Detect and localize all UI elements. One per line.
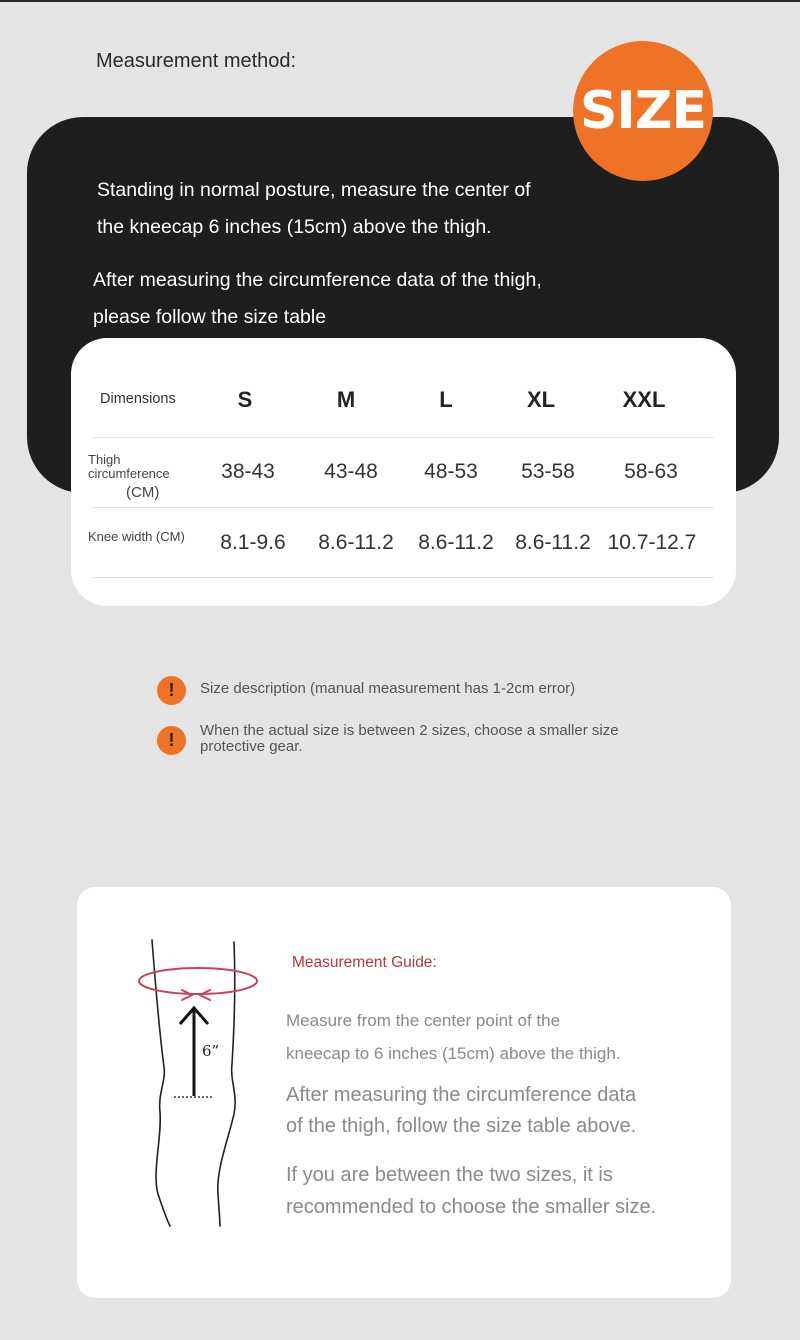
row-label-line: Knee width (CM) xyxy=(88,529,185,544)
table-cell: 58-63 xyxy=(624,460,678,483)
guide-line: If you are between the two sizes, it is xyxy=(286,1164,613,1186)
size-badge: SIZE xyxy=(573,41,713,181)
row-label-line: circumference xyxy=(88,466,170,481)
table-cell: 38-43 xyxy=(221,460,275,483)
exclamation-icon: ! xyxy=(157,726,186,755)
guide-paragraph-3 xyxy=(286,1159,656,1223)
instruction-line: the kneecap 6 inches (15cm) above the thigh. xyxy=(97,216,492,238)
guide-line: After measuring the circumference data xyxy=(286,1084,637,1106)
diagram-label: 6” xyxy=(202,1042,220,1060)
size-header-l: L xyxy=(439,387,453,412)
table-cell: 48-53 xyxy=(424,460,478,483)
table-cell: 8.6-11.2 xyxy=(515,531,591,554)
knee-measurement-diagram xyxy=(130,932,270,1232)
table-cell: 10.7-12.7 xyxy=(607,531,697,554)
table-cell: 43-48 xyxy=(324,460,378,483)
instruction-line: After measuring the circumference data of the thigh, xyxy=(93,269,542,291)
page-title: Measurement method: xyxy=(96,50,297,72)
guide-line: of the thigh, follow the size table above. xyxy=(286,1115,637,1137)
size-header-xxl: XXL xyxy=(622,387,666,412)
note-line: protective gear. xyxy=(200,738,303,755)
top-border xyxy=(0,0,800,2)
table-cell: 53-58 xyxy=(521,460,575,483)
table-cell: 8.6-11.2 xyxy=(318,531,394,554)
guide-line: kneecap to 6 inches (15cm) above the thigh. xyxy=(286,1044,621,1063)
note-line: Size description (manual measurement has 1-2cm error) xyxy=(200,680,576,697)
size-header-m: M xyxy=(336,387,356,412)
table-cell: 8.6-11.2 xyxy=(418,531,494,554)
table-divider xyxy=(93,577,714,578)
row-label-line: (CM) xyxy=(126,484,160,501)
instruction-line: Standing in normal posture, measure the center of xyxy=(97,179,531,201)
row-label-thigh xyxy=(88,453,170,500)
guide-paragraph-2 xyxy=(286,1080,636,1142)
size-header-xl: XL xyxy=(526,387,556,412)
instruction-text-1 xyxy=(97,172,531,246)
table-cell: 8.1-9.6 xyxy=(220,531,286,554)
note-choose-smaller xyxy=(200,723,670,755)
guide-line: Measure from the center point of the xyxy=(286,1011,561,1030)
exclamation-icon: ! xyxy=(157,676,186,705)
note-line: When the actual size is between 2 sizes, choose a smaller size xyxy=(200,722,619,739)
instruction-text-2 xyxy=(93,262,542,336)
guide-title: Measurement Guide: xyxy=(292,954,437,971)
table-corner-label: Dimensions xyxy=(100,391,176,407)
row-label-line: Thigh xyxy=(88,452,121,467)
instruction-line: please follow the size table xyxy=(93,306,327,328)
size-header-s: S xyxy=(237,387,253,412)
table-divider xyxy=(93,437,714,438)
table-divider xyxy=(93,507,714,508)
note-size-error xyxy=(200,681,670,697)
row-label-knee xyxy=(88,530,185,544)
guide-line: recommended to choose the smaller size. xyxy=(286,1196,657,1218)
guide-paragraph-1 xyxy=(286,1004,621,1070)
